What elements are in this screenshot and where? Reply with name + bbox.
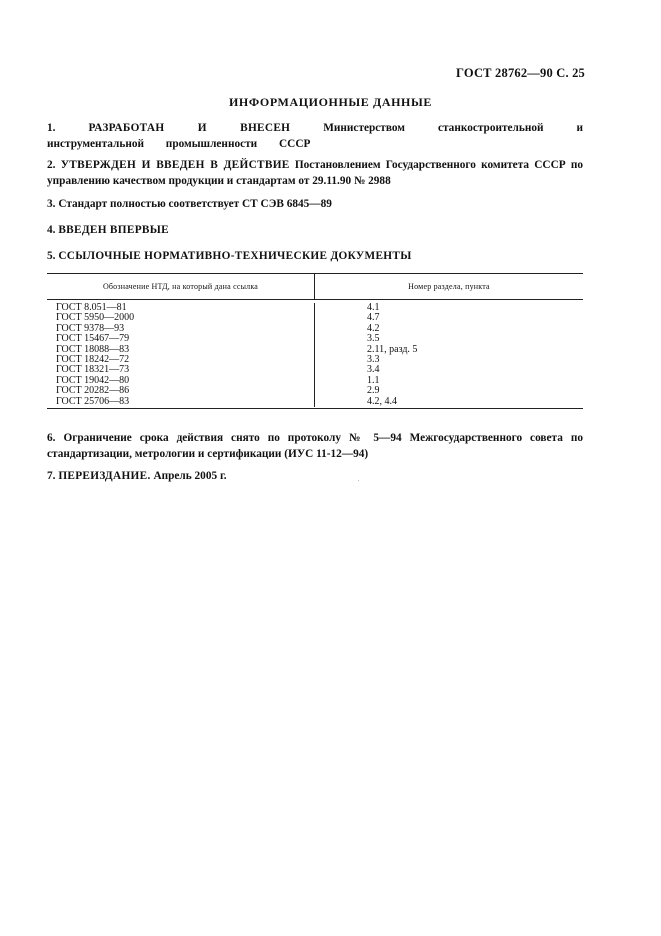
scan-speck [358, 480, 359, 481]
table-cell-section: 4.2, 4.4 [367, 395, 397, 407]
table-cell-section: 4.1 [367, 302, 380, 313]
item-lead: ПЕРЕИЗДАНИЕ. [58, 470, 151, 482]
document-column [47, 303, 315, 407]
item-number: 3. [47, 198, 56, 210]
item-number: 4. [47, 224, 56, 236]
table-cell-document: ГОСТ 18242—72 [56, 353, 130, 365]
info-item-5 [47, 248, 583, 264]
item-lead: ССЫЛОЧНЫЕ НОРМАТИВНО-ТЕХНИЧЕСКИЕ ДОКУМЕНТЫ [58, 250, 412, 262]
page-header: ГОСТ 28762—90 С. 25 [456, 66, 585, 80]
table-cell-section: 3.4 [367, 364, 380, 376]
item-text: Ограничение срока действия снято по протоколу № 5—94 Межгосударственного совета по стандартизации, метрологии и сертификации (ИУС 11-12—94) [47, 432, 583, 460]
item-text: Министерством станкостроительной и инструментальной промышленности СССР [47, 122, 584, 150]
table-cell-section: 3.3 [367, 353, 380, 365]
table-cell-section: 2.11, разд. 5 [367, 343, 418, 355]
table-body [47, 300, 583, 408]
column-header-section: Номер раздела, пункта [408, 282, 490, 291]
item-lead: УТВЕРЖДЕН И ВВЕДЕН В ДЕЙСТВИЕ [60, 159, 290, 171]
info-item-2 [47, 157, 583, 189]
item-text: Апрель 2005 г. [153, 470, 227, 482]
table-cell-section: 4.7 [367, 312, 380, 324]
item-number: 5. [47, 250, 56, 262]
item-number: 7. [47, 470, 56, 482]
table-cell-section: 2.9 [367, 385, 380, 397]
table-cell-document: ГОСТ 18088—83 [56, 343, 130, 355]
table-cell-document: ГОСТ 25706—83 [56, 395, 130, 407]
table-cell-document: ГОСТ 19042—80 [56, 374, 130, 386]
info-item-7 [47, 468, 583, 484]
table-cell-document: ГОСТ 15467—79 [56, 333, 130, 345]
section-title: ИНФОРМАЦИОННЫЕ ДАННЫЕ [229, 95, 432, 109]
reference-table [47, 273, 583, 409]
info-item-4 [47, 222, 583, 238]
table-cell-section: 3.5 [367, 333, 380, 345]
item-number: 2. [47, 159, 56, 171]
item-number: 6. [47, 432, 56, 444]
table-cell-section: 4.2 [367, 322, 380, 334]
table-cell-document: ГОСТ 9378—93 [56, 322, 125, 334]
item-text: Постановлением Государственного комитета СССР по управлению качеством продукции и стандартам от 29.11.90 № 2988 [47, 159, 584, 187]
table-cell-document: ГОСТ 18321—73 [56, 364, 130, 376]
table-cell-document: ГОСТ 8.051—81 [56, 302, 127, 313]
table-cell-document: ГОСТ 5950—2000 [56, 312, 135, 324]
table-cell-section: 1.1 [367, 374, 380, 386]
table-cell-document: ГОСТ 20282—86 [56, 385, 130, 397]
item-text: Стандарт полностью соответствует СТ СЭВ 6845—89 [58, 198, 332, 210]
info-item-6 [47, 430, 583, 462]
column-header-document: Обозначение НТД, на который дана ссылка [47, 274, 315, 299]
item-lead: РАЗРАБОТАН И ВНЕСЕН [88, 122, 291, 134]
info-item-3 [47, 196, 583, 212]
table-header [47, 274, 583, 300]
item-number: 1. [47, 122, 56, 134]
item-lead: ВВЕДЕН ВПЕРВЫЕ [58, 224, 169, 236]
section-column [315, 303, 583, 407]
info-item-1 [47, 120, 583, 152]
